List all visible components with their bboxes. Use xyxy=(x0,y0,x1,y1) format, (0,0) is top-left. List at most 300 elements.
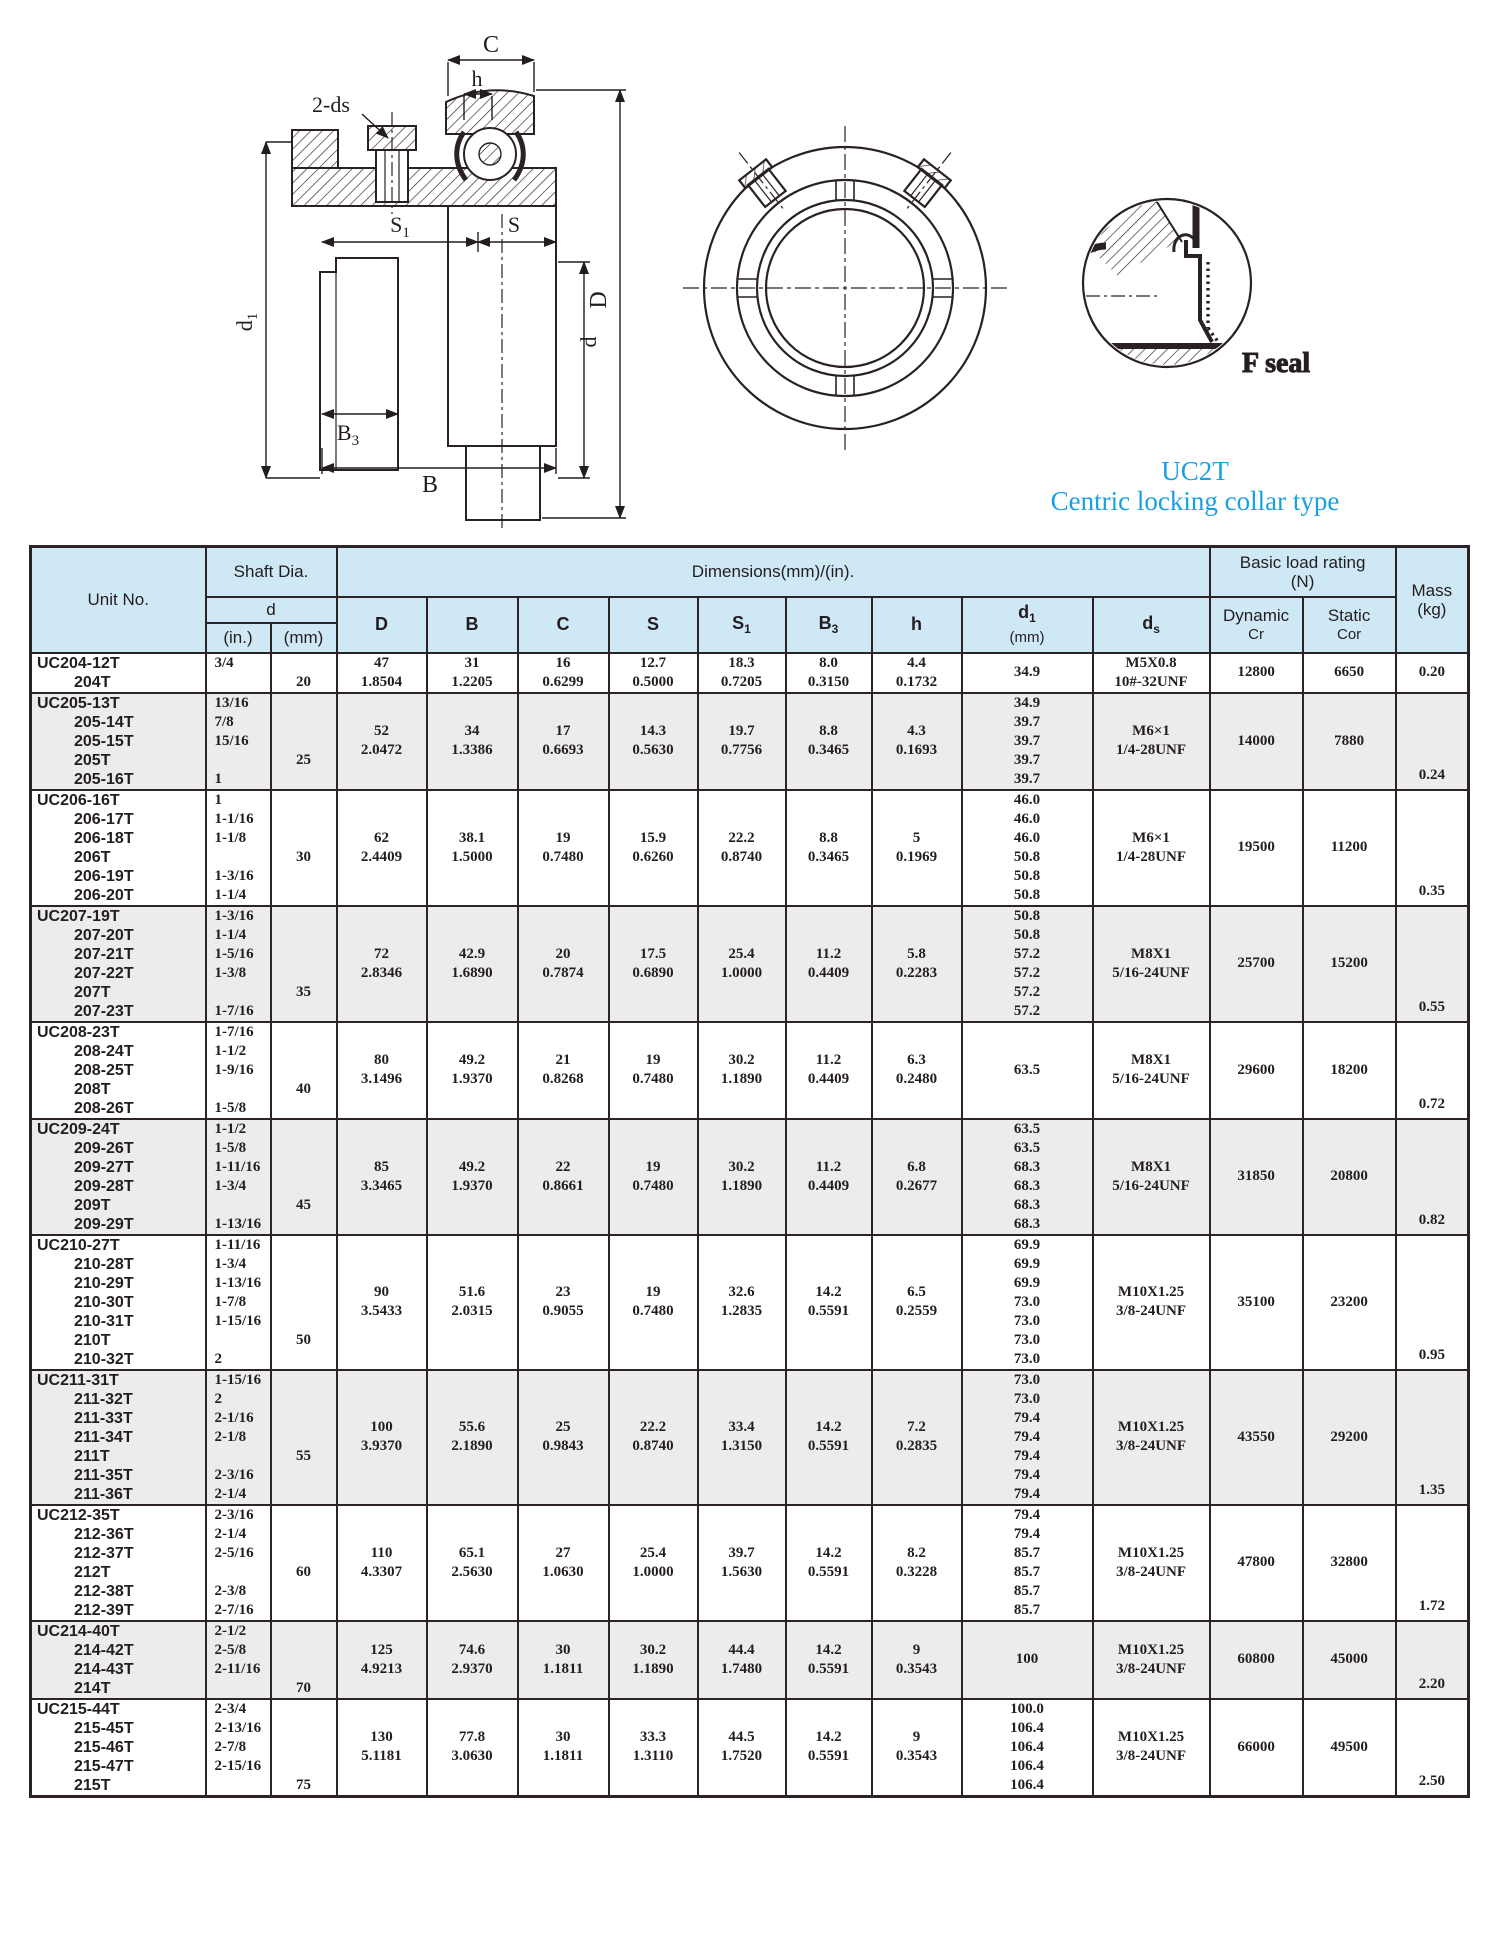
cell-line: 79.4 xyxy=(1013,1525,1041,1542)
cell-line: 75 xyxy=(296,1776,311,1793)
front-screw-left xyxy=(726,142,797,220)
cell-line xyxy=(272,1312,336,1331)
header-col-S1: $S_1$ xyxy=(698,597,786,653)
dim-S-cell xyxy=(609,1235,698,1370)
cell-line: 39.7 xyxy=(1013,732,1041,749)
cell-line: 14.3 xyxy=(639,723,667,739)
cell-line: 1.2835 xyxy=(720,1303,763,1319)
cell-line: 206-19T xyxy=(74,867,134,885)
cell-line xyxy=(272,1485,336,1504)
cell-line: 209-26T xyxy=(74,1139,134,1157)
cell-line: 3.3465 xyxy=(360,1177,403,1194)
dim-h-cell xyxy=(872,1505,962,1621)
cell-line: 210-31T xyxy=(74,1312,134,1330)
dim-S1-cell xyxy=(698,906,786,1022)
cell-line: 50 xyxy=(296,1331,311,1348)
cell-line: 1-1/4 xyxy=(214,926,247,943)
header-static: Static Cor xyxy=(1303,597,1396,653)
ds-cell xyxy=(1093,653,1210,693)
cell-line: 1 xyxy=(214,770,222,787)
d1-cell xyxy=(962,1235,1093,1370)
dim-h-cell xyxy=(872,1370,962,1505)
cell-line: 130 xyxy=(370,1729,393,1745)
cell-line: 27 xyxy=(555,1544,571,1561)
ds-cell xyxy=(1093,1621,1210,1699)
cell-line: 0.5591 xyxy=(807,1303,850,1319)
dim-B3-cell xyxy=(786,1370,872,1505)
header-dimensions: Dimensions(mm)/(in). xyxy=(337,547,1210,597)
cell-line: 214-42T xyxy=(74,1641,134,1659)
spec-table-wrap xyxy=(29,545,1470,1798)
cell-line xyxy=(272,1582,336,1601)
cell-line xyxy=(207,983,270,1002)
cell-line: 1-11/16 xyxy=(214,1236,261,1253)
cell-line: 16 xyxy=(555,654,571,671)
cell-line: M8X1 xyxy=(1131,1052,1172,1068)
cell-line: 208-25T xyxy=(74,1061,134,1079)
cell-line: 47800 xyxy=(1237,1554,1275,1570)
shaft-dia-in-cell xyxy=(206,1370,271,1505)
dim-S1-cell xyxy=(698,1370,786,1505)
cell-line: 212-38T xyxy=(74,1582,134,1600)
cell-line: 62 xyxy=(374,829,389,846)
cell-line xyxy=(272,1274,336,1293)
cell-line: 34 xyxy=(464,723,480,739)
dim-D-cell xyxy=(337,693,427,790)
unit-no-cell xyxy=(31,1370,206,1505)
cell-line: 2-3/4 xyxy=(214,1700,247,1717)
cell-line: 0.5591 xyxy=(807,1438,850,1454)
dim-C-cell xyxy=(518,1699,609,1797)
cell-line: 2-3/16 xyxy=(214,1466,254,1483)
cell-line xyxy=(272,1120,336,1139)
dynamic-cr-cell xyxy=(1210,1370,1303,1505)
dim-h-cell xyxy=(872,1235,962,1370)
cell-line: 2-1/8 xyxy=(214,1428,247,1445)
cell-line: 0.8268 xyxy=(542,1071,584,1087)
cell-line: 19500 xyxy=(1237,839,1275,855)
cell-line: 1.0000 xyxy=(632,1563,674,1580)
cell-line: 2-1/4 xyxy=(214,1485,247,1502)
cell-line: 211-33T xyxy=(74,1409,133,1427)
cell-line: M8X1 xyxy=(1131,945,1172,962)
cell-line: UC210-27T xyxy=(37,1236,120,1254)
cell-line: 212-39T xyxy=(74,1601,134,1619)
cell-line: 0.6890 xyxy=(632,964,674,981)
cell-line: 209-28T xyxy=(74,1177,134,1195)
cell-line: 49500 xyxy=(1330,1738,1368,1755)
dim-S1-cell xyxy=(698,693,786,790)
cell-line: 1-9/16 xyxy=(214,1061,254,1078)
cell-line: 215-47T xyxy=(74,1757,134,1775)
cell-line: 2-1/16 xyxy=(214,1409,254,1426)
cell-line: 6.5 xyxy=(907,1284,926,1300)
cell-line: 14.2 xyxy=(815,1419,842,1435)
cell-line: 211-36T xyxy=(74,1485,133,1503)
type-caption-code: UC2T xyxy=(1161,456,1229,486)
cell-line: 25 xyxy=(296,751,311,768)
cell-line: 9 xyxy=(912,1729,921,1745)
dim-B3-cell xyxy=(786,1699,872,1797)
cell-line: 0.1693 xyxy=(895,742,938,758)
cell-line: M5X0.8 xyxy=(1125,654,1177,671)
cell-line: 6650 xyxy=(1334,664,1365,680)
cell-line: 208T xyxy=(74,1080,111,1098)
header-col-C: C xyxy=(518,597,609,653)
dim-D-cell xyxy=(337,1699,427,1797)
dim-B3-cell xyxy=(786,1022,872,1119)
cell-line: 65.1 xyxy=(458,1544,486,1561)
dim-h-cell xyxy=(872,653,962,693)
shaft-dia-mm-cell xyxy=(271,1505,337,1621)
cell-line: 0.6299 xyxy=(542,673,584,690)
dim-B-cell xyxy=(427,693,518,790)
static-cor-cell xyxy=(1303,1505,1396,1621)
cell-line: 14.2 xyxy=(815,1641,842,1658)
cell-line: 18.3 xyxy=(728,654,755,671)
ds-cell xyxy=(1093,1119,1210,1235)
cell-line: 42.9 xyxy=(458,945,486,962)
cell-line: 1-1/16 xyxy=(214,810,254,827)
mass-cell xyxy=(1396,790,1469,906)
cell-line: 208-26T xyxy=(74,1099,134,1117)
cell-line: 22.2 xyxy=(728,829,755,846)
dim-B-cell xyxy=(427,1505,518,1621)
dim-B3-cell xyxy=(786,1621,872,1699)
cell-line: 1.2205 xyxy=(451,673,493,690)
cell-line: 73.0 xyxy=(1013,1371,1041,1388)
cell-line: 106.4 xyxy=(1010,1738,1044,1755)
cell-line: 207-21T xyxy=(74,945,134,963)
cell-line: 207-22T xyxy=(74,964,134,982)
mass-cell xyxy=(1396,1505,1469,1621)
static-cor-cell xyxy=(1303,790,1396,906)
ds-cell xyxy=(1093,1505,1210,1621)
cell-line xyxy=(272,1390,336,1409)
mass-cell xyxy=(1396,1370,1469,1505)
cell-line: 0.35 xyxy=(1418,882,1445,899)
cell-line: 5.8 xyxy=(907,945,926,962)
dim-D-cell xyxy=(337,1022,427,1119)
cell-line: 1-3/16 xyxy=(214,867,254,884)
cell-line: 30 xyxy=(555,1729,571,1745)
dynamic-cr-cell xyxy=(1210,790,1303,906)
cell-line: 1-11/16 xyxy=(214,1158,261,1175)
dim-D-cell xyxy=(337,1370,427,1505)
cell-line: 215T xyxy=(74,1776,111,1794)
cell-line: 73.0 xyxy=(1013,1312,1041,1329)
cell-line xyxy=(272,1371,336,1390)
cell-line: 1-5/8 xyxy=(214,1139,247,1156)
unit-no-cell xyxy=(31,1699,206,1797)
cell-line: 207-20T xyxy=(74,926,134,944)
technical-drawing xyxy=(0,0,1497,545)
cell-line: 85.7 xyxy=(1013,1563,1041,1580)
shaft-dia-mm-cell xyxy=(271,906,337,1022)
cell-line xyxy=(207,1563,270,1582)
cell-line: 2.4409 xyxy=(360,848,403,865)
cell-line: 211-35T xyxy=(74,1466,133,1484)
cell-line: 1.1890 xyxy=(720,1071,763,1087)
cell-line: 50.8 xyxy=(1013,848,1041,865)
cell-line: 85 xyxy=(374,1158,389,1175)
dim-C-cell xyxy=(518,1505,609,1621)
cell-line: 45000 xyxy=(1330,1651,1368,1667)
dim-label-cap-d: D xyxy=(586,291,612,309)
mass-cell xyxy=(1396,653,1469,693)
shaft-dia-in-cell xyxy=(206,1235,271,1370)
cell-line: 69.9 xyxy=(1013,1274,1041,1291)
mass-cell xyxy=(1396,693,1469,790)
cell-line: 1.35 xyxy=(1418,1481,1445,1498)
cell-line: 3/8-24UNF xyxy=(1116,1303,1187,1319)
header-basic-load: Basic load rating (N) xyxy=(1210,547,1396,597)
cell-line: 12.7 xyxy=(639,654,667,671)
d1-cell xyxy=(962,693,1093,790)
cell-line: 85.7 xyxy=(1013,1582,1041,1599)
cell-line: 46.0 xyxy=(1013,810,1041,827)
shaft-dia-in-cell xyxy=(206,906,271,1022)
cell-line: 3.5433 xyxy=(360,1303,403,1319)
cell-line: 1-13/16 xyxy=(214,1274,262,1291)
cell-line: 25.4 xyxy=(639,1544,667,1561)
cell-line: 210-28T xyxy=(74,1255,134,1273)
dim-C-cell xyxy=(518,1235,609,1370)
cell-line: 106.4 xyxy=(1010,1776,1044,1793)
mass-cell xyxy=(1396,906,1469,1022)
cell-line: 73.0 xyxy=(1013,1293,1041,1310)
dynamic-cr-cell xyxy=(1210,1235,1303,1370)
dim-B-cell xyxy=(427,1370,518,1505)
cell-line: 6.8 xyxy=(907,1158,926,1175)
dim-B-cell xyxy=(427,1022,518,1119)
spec-table-header xyxy=(31,547,1469,653)
cell-line: 73.0 xyxy=(1013,1350,1041,1367)
dynamic-cr-cell xyxy=(1210,1022,1303,1119)
dim-D-cell xyxy=(337,1505,427,1621)
dim-S1-cell xyxy=(698,790,786,906)
dynamic-cr-cell xyxy=(1210,906,1303,1022)
cell-line: 1.9370 xyxy=(451,1071,493,1087)
cell-line: 0.4409 xyxy=(807,1177,850,1194)
cell-line: 1 xyxy=(214,791,222,808)
cell-line: 32800 xyxy=(1330,1554,1368,1570)
dim-h-cell xyxy=(872,906,962,1022)
header-col-S: S xyxy=(609,597,698,653)
cell-line: 29200 xyxy=(1330,1428,1368,1445)
cell-line xyxy=(272,1700,336,1719)
spec-group-UC210-27T xyxy=(31,1235,1469,1370)
cell-line xyxy=(272,1525,336,1544)
cell-line: 31 xyxy=(464,654,480,671)
cell-line: 35100 xyxy=(1237,1293,1275,1310)
static-cor-cell xyxy=(1303,1699,1396,1797)
cell-line: 1.6890 xyxy=(451,964,493,981)
cell-line: 0.24 xyxy=(1418,766,1445,783)
cell-line xyxy=(272,1177,336,1196)
cell-line xyxy=(272,654,336,673)
cell-line: 52 xyxy=(374,723,389,739)
cell-line: 50.8 xyxy=(1013,886,1041,903)
cell-line: 31850 xyxy=(1237,1168,1275,1184)
cell-line xyxy=(272,926,336,945)
shaft-dia-mm-cell xyxy=(271,1235,337,1370)
cell-line: 23200 xyxy=(1330,1293,1368,1310)
spec-group-UC212-35T xyxy=(31,1505,1469,1621)
shaft-dia-in-cell xyxy=(206,1505,271,1621)
cell-line: 19 xyxy=(555,829,571,846)
cell-line: 8.2 xyxy=(907,1544,926,1561)
dim-B3-cell xyxy=(786,1119,872,1235)
cell-line: 19.7 xyxy=(728,723,755,739)
cell-line: 21 xyxy=(555,1052,571,1068)
cell-line: 13/16 xyxy=(214,694,249,711)
dim-B3-cell xyxy=(786,906,872,1022)
cell-line: 7.2 xyxy=(907,1419,926,1435)
cell-line: 55.6 xyxy=(458,1419,486,1435)
cell-line: 1.8504 xyxy=(360,673,403,690)
cell-line: 1.7480 xyxy=(720,1660,763,1677)
dim-D-cell xyxy=(337,1621,427,1699)
cell-line: 11.2 xyxy=(815,945,842,962)
cell-line: 208-24T xyxy=(74,1042,134,1060)
cell-line: 0.55 xyxy=(1418,998,1445,1015)
cell-line: 0.7480 xyxy=(632,1303,674,1319)
cell-line xyxy=(272,1641,336,1660)
dim-S-cell xyxy=(609,1022,698,1119)
cell-line: 70 xyxy=(296,1679,311,1696)
cell-line: 215-46T xyxy=(74,1738,134,1756)
cell-line: 17.5 xyxy=(639,945,667,962)
type-caption xyxy=(995,456,1395,516)
cell-line: 25.4 xyxy=(728,945,755,962)
cell-line: 39.7 xyxy=(1013,713,1041,730)
cell-line: 106.4 xyxy=(1010,1719,1044,1736)
cell-line: 2 xyxy=(214,1390,222,1407)
cell-line: 50.8 xyxy=(1013,867,1041,884)
cell-line: UC215-44T xyxy=(37,1700,120,1718)
cell-line xyxy=(272,1215,336,1234)
cell-line: 205-14T xyxy=(74,713,134,731)
cell-line xyxy=(272,791,336,810)
cell-line: 69.9 xyxy=(1013,1236,1041,1253)
cell-line: 30.2 xyxy=(639,1641,667,1658)
cell-line xyxy=(207,1679,270,1698)
unit-no-cell xyxy=(31,1119,206,1235)
dim-B-cell xyxy=(427,1235,518,1370)
cell-line: 2-11/16 xyxy=(214,1660,261,1677)
cell-line: 1.1890 xyxy=(720,1177,763,1194)
cell-line: 5 xyxy=(912,829,921,846)
cell-line xyxy=(272,1544,336,1563)
cell-line: 25700 xyxy=(1237,955,1275,971)
cell-line: 22 xyxy=(555,1158,571,1175)
cell-line: 43550 xyxy=(1237,1428,1275,1445)
cell-line: 79.4 xyxy=(1013,1409,1041,1426)
header-col-B3: $B_3$ xyxy=(786,597,872,653)
dim-label-b3: $B_3$ xyxy=(336,420,360,449)
cell-line: 0.7480 xyxy=(542,848,584,865)
cell-line: 69.9 xyxy=(1013,1255,1041,1272)
cell-line: 212-36T xyxy=(74,1525,134,1543)
dim-B3-cell xyxy=(786,1235,872,1370)
dim-label-2ds: 2-ds xyxy=(312,92,350,117)
dynamic-cr-cell xyxy=(1210,1699,1303,1797)
spec-group-UC208-23T xyxy=(31,1022,1469,1119)
cell-line: 205T xyxy=(74,751,111,769)
dim-S-cell xyxy=(609,906,698,1022)
cell-line: 2.9370 xyxy=(451,1660,493,1677)
cell-line: UC212-35T xyxy=(37,1506,120,1524)
cell-line: 2.50 xyxy=(1418,1772,1445,1789)
cell-line: 57.2 xyxy=(1013,1002,1041,1019)
header-col-B: B xyxy=(427,597,518,653)
cell-line xyxy=(272,945,336,964)
cell-line: 209-27T xyxy=(74,1158,134,1176)
cell-line: 68.3 xyxy=(1013,1196,1041,1213)
cell-line: 79.4 xyxy=(1013,1428,1041,1445)
dim-C-cell xyxy=(518,1370,609,1505)
cell-line: 3.0630 xyxy=(451,1748,493,1764)
cell-line: 2.20 xyxy=(1418,1675,1445,1692)
dim-S-cell xyxy=(609,1621,698,1699)
cell-line: 32.6 xyxy=(728,1284,755,1300)
cell-line: 0.7480 xyxy=(632,1071,674,1087)
static-cor-cell xyxy=(1303,693,1396,790)
cell-line xyxy=(272,1757,336,1776)
cell-line: 57.2 xyxy=(1013,964,1041,981)
cell-line: M6×1 xyxy=(1132,723,1170,739)
cell-line xyxy=(272,1002,336,1021)
cell-line: 7880 xyxy=(1334,732,1365,749)
cell-line: 5/16-24UNF xyxy=(1112,964,1190,981)
cell-line: 0.5591 xyxy=(807,1563,850,1580)
cell-line: 10#-32UNF xyxy=(1114,673,1188,690)
header-mm-unit: (mm) xyxy=(271,623,337,653)
cell-line: 39.7 xyxy=(1013,770,1041,787)
shaft-dia-in-cell xyxy=(206,790,271,906)
dim-S1-cell xyxy=(698,653,786,693)
unit-no-cell xyxy=(31,906,206,1022)
cell-line: 0.2677 xyxy=(895,1177,938,1194)
cell-line xyxy=(272,1506,336,1525)
dim-B3-cell xyxy=(786,790,872,906)
cell-line: 0.2835 xyxy=(895,1438,938,1454)
dim-S-cell xyxy=(609,653,698,693)
cell-line: 11.2 xyxy=(815,1052,842,1068)
header-col-ds: $d_s$ xyxy=(1093,597,1210,653)
cell-line: 0.5000 xyxy=(632,673,674,690)
ds-cell xyxy=(1093,1370,1210,1505)
d1-cell xyxy=(962,790,1093,906)
cell-line xyxy=(272,1042,336,1061)
cell-line: UC204-12T xyxy=(37,654,120,672)
static-cor-cell xyxy=(1303,1022,1396,1119)
cell-line xyxy=(207,1080,270,1099)
dim-B-cell xyxy=(427,790,518,906)
cell-line: 11.2 xyxy=(815,1158,842,1175)
cell-line: 3/8-24UNF xyxy=(1116,1748,1187,1764)
header-d: d xyxy=(206,597,337,623)
cell-line: 63.5 xyxy=(1013,1120,1041,1137)
static-cor-cell xyxy=(1303,906,1396,1022)
cell-line: 60 xyxy=(296,1563,311,1580)
dim-h-cell xyxy=(872,1699,962,1797)
mass-cell xyxy=(1396,1119,1469,1235)
cell-line xyxy=(207,751,270,770)
cell-line: 6.3 xyxy=(907,1052,926,1068)
ds-cell xyxy=(1093,1022,1210,1119)
